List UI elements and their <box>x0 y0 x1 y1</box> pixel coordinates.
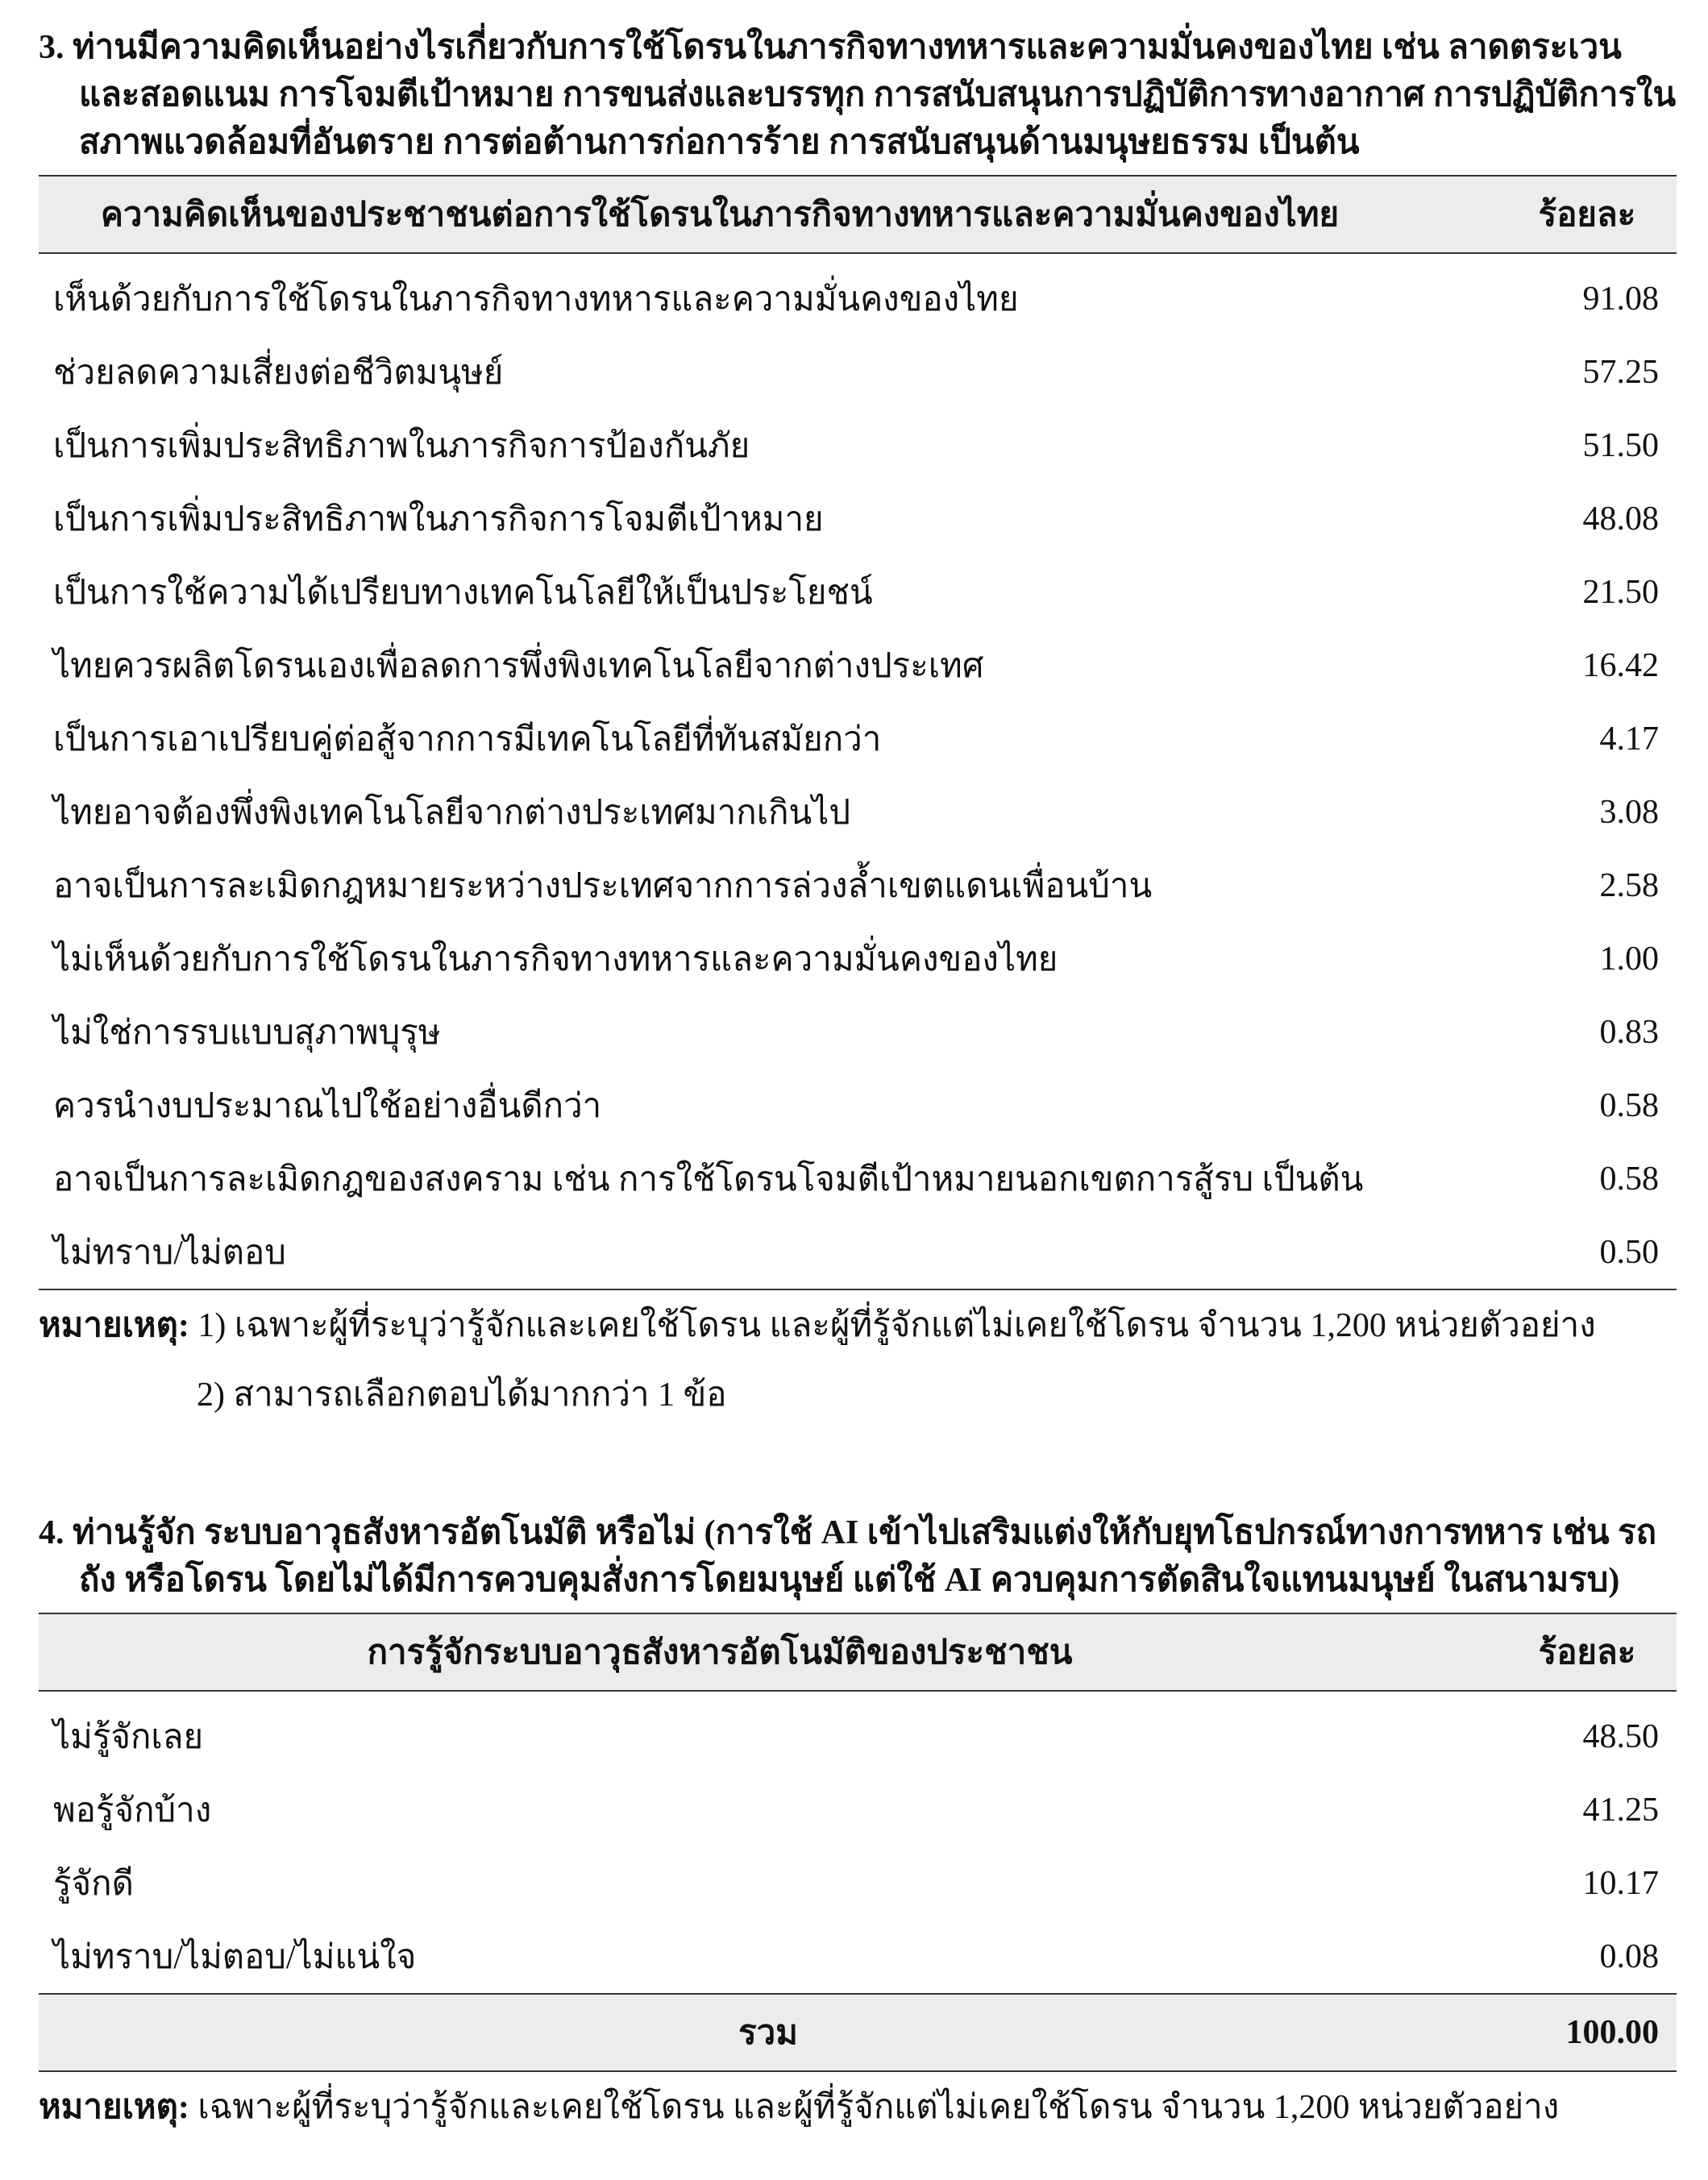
row-percent: 57.25 <box>1582 353 1659 391</box>
row-percent: 0.58 <box>1599 1086 1659 1124</box>
question-4-table-body <box>39 1691 1677 1994</box>
column-header-percent: ร้อยละ <box>1498 176 1677 253</box>
column-header-awareness: การรู้จักระบบอาวุธสังหารอัตโนมัติของประชาชน <box>39 1613 1498 1691</box>
table-row <box>39 1773 1677 1846</box>
column-header-percent: ร้อยละ <box>1498 1613 1677 1691</box>
table-row <box>39 409 1677 482</box>
note-label: หมายเหตุ: <box>39 1307 189 1344</box>
row-label: ควรนำงบประมาณไปใช้อย่างอื่นดีกว่า <box>53 1087 602 1125</box>
table-row <box>39 849 1677 922</box>
question-3-note-2: 2) สามารถเลือกตอบได้มากกว่า 1 ข้อ <box>197 1377 727 1414</box>
row-label: ไทยควรผลิตโดรนเองเพื่อลดการพึ่งพิงเทคโนโลยีจากต่างประเทศ <box>53 647 984 685</box>
row-label: รู้จักดี <box>53 1865 134 1903</box>
table-row <box>39 335 1677 409</box>
row-percent: 48.50 <box>1582 1717 1659 1755</box>
row-label: ไม่เห็นด้วยกับการใช้โดรนในภารกิจทางทหารและความมั่นคงของไทย <box>53 941 1058 978</box>
row-percent: 21.50 <box>1582 573 1659 611</box>
row-percent: 0.83 <box>1599 1013 1659 1051</box>
row-percent: 2.58 <box>1599 866 1659 904</box>
row-percent: 0.08 <box>1498 1920 1677 1994</box>
table-row <box>39 1691 1677 1773</box>
row-label: ไม่รู้จักเลย <box>53 1718 204 1756</box>
question-3-title: 3. ท่านมีความคิดเห็นอย่างไรเกี่ยวกับการใช้โดรนในภารกิจทางทหารและความมั่นคงของไทย เช่น ลาดตระเวนและสอดแนม การโจมตีเป้าหมาย การขนส่งและบรรทุก การสนับสนุนการปฏิบัติการทางอากาศ การปฏิบัติการในสภาพแวดล้อมที่อันตราย การต่อต้านการก่อการร้าย การสนับสนุนด้านมนุษยธรรม เป็นต้น <box>39 29 1677 161</box>
question-4-note <box>39 2083 1677 2132</box>
row-percent: 0.58 <box>1599 1160 1659 1198</box>
row-label: เป็นการใช้ความได้เปรียบทางเทคโนโลยีให้เป็นประโยชน์ <box>53 574 873 612</box>
row-percent: 3.08 <box>1599 793 1659 831</box>
table-row <box>39 995 1677 1069</box>
row-percent: 51.50 <box>1582 426 1659 464</box>
section-spacer <box>39 1419 1677 1509</box>
row-percent: 1.00 <box>1599 940 1659 978</box>
row-label: ไทยอาจต้องพึ่งพิงเทคโนโลยีจากต่างประเทศมากเกินไป <box>53 794 850 832</box>
total-value: 100.00 <box>1498 1994 1677 2071</box>
table-row <box>39 629 1677 702</box>
table-header-row <box>39 1613 1677 1691</box>
row-label: ไม่ใช่การรบแบบสุภาพบุรุษ <box>53 1014 441 1052</box>
row-label: ไม่ทราบ/ไม่ตอบ/ไม่แน่ใจ <box>39 1920 1498 1994</box>
question-3-table <box>39 175 1677 1290</box>
table-row <box>39 1846 1677 1920</box>
question-3-note-1 <box>39 1302 1677 1350</box>
row-label: ช่วยลดความเสี่ยงต่อชีวิตมนุษย์ <box>53 354 504 392</box>
table-row <box>39 253 1677 335</box>
row-percent: 16.42 <box>1582 646 1659 684</box>
column-header-opinion: ความคิดเห็นของประชาชนต่อการใช้โดรนในภารกิจทางทหารและความมั่นคงของไทย <box>39 176 1498 253</box>
row-label: อาจเป็นการละเมิดกฎของสงคราม เช่น การใช้โดรนโจมตีเป้าหมายนอกเขตการสู้รบ เป็นต้น <box>53 1161 1364 1198</box>
row-label: เป็นการเพิ่มประสิทธิภาพในภารกิจการโจมตีเป้าหมาย <box>53 500 824 538</box>
row-label: เป็นการเอาเปรียบคู่ต่อสู้จากการมีเทคโนโลยีที่ทันสมัยกว่า <box>53 720 882 758</box>
note-label: หมายเหตุ: <box>39 2089 189 2126</box>
row-percent: 4.17 <box>1599 720 1659 758</box>
row-percent: 0.50 <box>1498 1215 1677 1289</box>
table-row <box>39 1142 1677 1215</box>
table-row <box>39 1069 1677 1142</box>
question-4-title: 4. ท่านรู้จัก ระบบอาวุธสังหารอัตโนมัติ หรือไม่ (การใช้ AI เข้าไปเสริมแต่งให้กับยุทโธปกรณ์ทางการทหาร เช่น รถถัง หรือโดรน โดยไม่ได้มีการควบคุมสั่งการโดยมนุษย์ แต่ใช้ AI ควบคุมการตัดสินใจแทนมนุษย์ ในสนามรบ) <box>39 1514 1657 1599</box>
note-text: เฉพาะผู้ที่ระบุว่ารู้จักและเคยใช้โดรน และผู้ที่รู้จักแต่ไม่เคยใช้โดรน จำนวน 1,200 หน่วยตัวอย่าง <box>189 2089 1560 2126</box>
total-row <box>39 1994 1677 2071</box>
row-percent: 48.08 <box>1582 500 1659 538</box>
row-percent: 10.17 <box>1582 1864 1659 1902</box>
table-row <box>39 1215 1677 1289</box>
table-row <box>39 922 1677 995</box>
table-row <box>39 775 1677 849</box>
row-label: เห็นด้วยกับการใช้โดรนในภารกิจทางทหารและความมั่นคงของไทย <box>53 280 1019 318</box>
row-label: พอรู้จักบ้าง <box>53 1792 212 1829</box>
question-4-table <box>39 1613 1677 2072</box>
table-header-row <box>39 176 1677 253</box>
table-row <box>39 1920 1677 1994</box>
table-row <box>39 702 1677 775</box>
row-label: เป็นการเพิ่มประสิทธิภาพในภารกิจการป้องกันภัย <box>53 427 750 465</box>
total-label: รวม <box>39 1994 1498 2071</box>
question-3-table-body <box>39 253 1677 1289</box>
row-label: อาจเป็นการละเมิดกฎหมายระหว่างประเทศจากการล่วงล้ำเขตแดนเพื่อนบ้าน <box>53 867 1153 905</box>
table-row <box>39 482 1677 555</box>
row-percent: 41.25 <box>1582 1791 1659 1829</box>
row-percent: 91.08 <box>1582 280 1659 318</box>
note-text-1: 1) เฉพาะผู้ที่ระบุว่ารู้จักและเคยใช้โดรน และผู้ที่รู้จักแต่ไม่เคยใช้โดรน จำนวน 1,200 หน่วยตัวอย่าง <box>189 1307 1596 1344</box>
row-label: ไม่ทราบ/ไม่ตอบ <box>39 1215 1498 1289</box>
document-page <box>39 24 1677 2132</box>
table-row <box>39 555 1677 629</box>
